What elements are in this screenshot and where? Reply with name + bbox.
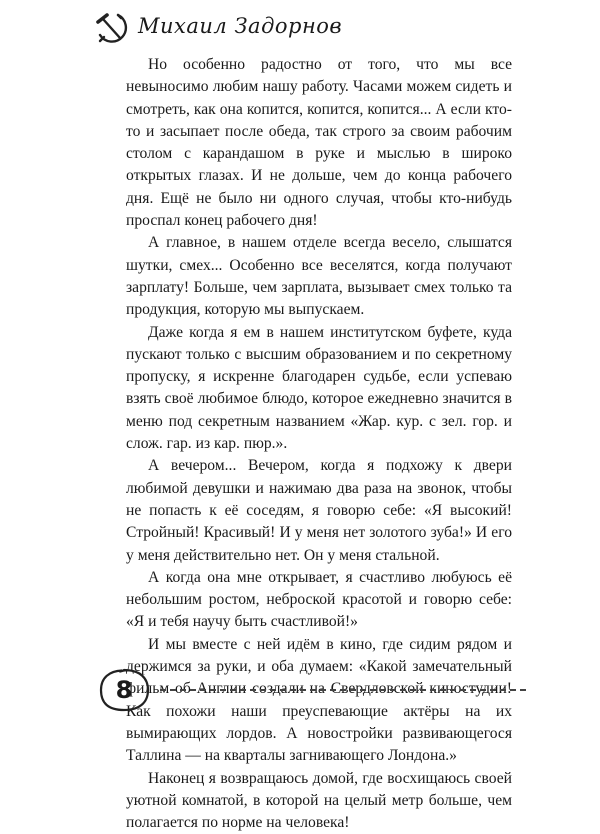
dashed-divider xyxy=(160,689,526,691)
paragraph: И мы вместе с ней идём в кино, где сидим рядом и держимся за руки, и оба думаем: «Какой замечательный фильм об Англии создали на Свердловской киностудии! Как похожи наши преуспевающие актёры на их вымирающих лордов. А новостройки развивающегося Таллина — на кварталы загнивающего Лондона.» xyxy=(126,634,512,768)
paragraph: Наконец я возвращаюсь домой, где восхищаюсь своей уютной комнатой, в которой на целый метр больше, чем полагается по норме на человека! xyxy=(126,768,512,834)
body-text xyxy=(126,54,512,834)
paragraph: Даже когда я ем в нашем институтском буфете, куда пускают только с высшим образованием и по секретному пропуску, я искренне благодарен судьбе, если успеваю взять своё любимое блюдо, которое ежедневно значится в меню под секретным названием «Жар. кур. с зел. гор. и слож. гар. из кар. пюр.». xyxy=(126,322,512,456)
paragraph: А главное, в нашем отделе всегда весело, слышатся шутки, смех... Особенно все веселятся, когда получают зарплату! Больше, чем зарплата, вызывает смех только та продукция, которую мы выпускаем. xyxy=(126,232,512,321)
hammer-sickle-icon xyxy=(92,8,132,48)
page-number: 8 xyxy=(98,668,150,712)
paragraph: А когда она мне открывает, я счастливо любуюсь её небольшим ростом, неброской красотой и говорю себе: «Я и тебя научу быть счастливой!» xyxy=(126,567,512,634)
paragraph: А вечером... Вечером, когда я подхожу к двери любимой девушки и нажимаю два раза на звонок, чтобы не попасть к её соседям, я говорю себе: «Я высокий! Стройный! Красивый! И у меня нет золотого зуба!» И его у меня действительно нет. Он у меня стальной. xyxy=(126,455,512,566)
author-name: Михаил Задорнов xyxy=(138,14,342,38)
paragraph: Но особенно радостно от того, что мы все невыносимо любим нашу работу. Часами можем сидеть и смотреть, как она копится, копится, копится... А если кто-то и засыпает после обеда, так строго за своим рабочим столом с карандашом в руке и мыслью в широко открытых глазах. И не дольше, чем до конца рабочего дня. Ещё не было ни одного случая, чтобы кто-нибудь проспал конец рабочего дня! xyxy=(126,54,512,232)
page-header xyxy=(92,8,392,48)
page-footer xyxy=(98,668,538,714)
